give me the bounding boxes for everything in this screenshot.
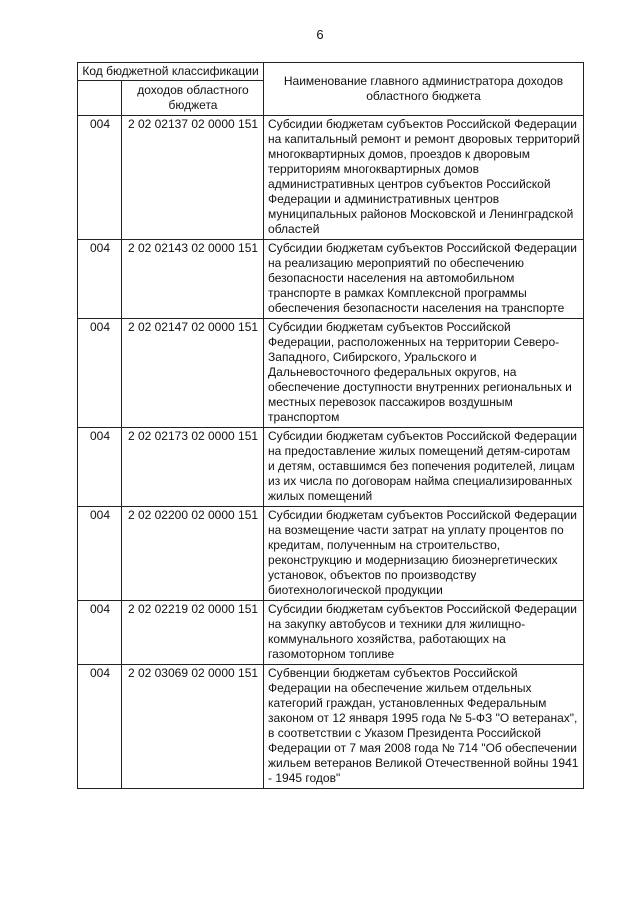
income-code-cell: 2 02 02147 02 0000 151: [122, 319, 264, 428]
income-name-cell: Субсидии бюджетам субъектов Российской Федерации, расположенных на территории Северо-Западного, Сибирского, Уральского и Дальневосточного федеральных округов, на обеспечение доступности внутренних региональных и местных перевозок пассажиров воздушным транспортом: [264, 319, 584, 428]
income-name-cell: Субвенции бюджетам субъектов Российской Федерации на обеспечение жильем отдельных категорий граждан, установленных Федеральным законом от 12 января 1995 года № 5-ФЗ "О ветеранах", в соответствии с Указом Президента Российской Федерации от 7 мая 2008 года № 714 "Об обеспечении жильем ветеранов Великой Отечественной войны 1941 - 1945 годов": [264, 665, 584, 789]
income-name-cell: Субсидии бюджетам субъектов Российской Федерации на возмещение части затрат на уплату процентов по кредитам, полученным на строительство, реконструкцию и модернизацию биоэнергетических установок, объектов по производству биотехнологической продукции: [264, 507, 584, 601]
income-name-cell: Субсидии бюджетам субъектов Российской Федерации на капитальный ремонт и ремонт дворовых территорий многоквартирных домов, проездов к дворовым территориям многоквартирных домов административных центров субъектов Российской Федерации и административных центров муниципальных районов Московской и Ленинградской областей: [264, 116, 584, 240]
admin-code-cell: 004: [78, 428, 122, 507]
income-code-cell: 2 02 02200 02 0000 151: [122, 507, 264, 601]
income-code-cell: 2 02 02137 02 0000 151: [122, 116, 264, 240]
admin-code-cell: 004: [78, 319, 122, 428]
budget-classification-table: [77, 62, 584, 789]
table-row: [78, 240, 584, 319]
income-name-cell: Субсидии бюджетам субъектов Российской Федерации на реализацию мероприятий по обеспечению безопасности населения на автомобильном транспорте в рамках Комплексной программы обеспечения безопасности населения на транспорте: [264, 240, 584, 319]
income-code-cell: 2 02 02143 02 0000 151: [122, 240, 264, 319]
header-classification-code: Код бюджетной классификации: [78, 63, 264, 81]
admin-code-cell: 004: [78, 665, 122, 789]
page-number: 6: [316, 27, 324, 42]
table-row: [78, 428, 584, 507]
header-income-code: доходов областного бюджета: [122, 81, 264, 116]
table-row: [78, 116, 584, 240]
income-code-cell: 2 02 02219 02 0000 151: [122, 601, 264, 665]
admin-code-cell: 004: [78, 240, 122, 319]
table-row: [78, 319, 584, 428]
header-row: [78, 63, 584, 81]
admin-code-cell: 004: [78, 601, 122, 665]
table-row: [78, 665, 584, 789]
income-code-cell: 2 02 02173 02 0000 151: [122, 428, 264, 507]
header-administrator-name: Наименование главного администратора доходов областного бюджета: [264, 63, 584, 116]
table-row: [78, 601, 584, 665]
income-code-cell: 2 02 03069 02 0000 151: [122, 665, 264, 789]
table-body: [78, 63, 584, 789]
income-name-cell: Субсидии бюджетам субъектов Российской Федерации на закупку автобусов и техники для жилищно-коммунального хозяйства, работающих на газомоторном топливе: [264, 601, 584, 665]
admin-code-cell: 004: [78, 116, 122, 240]
table-row: [78, 507, 584, 601]
header-admin-empty: [78, 81, 122, 116]
income-name-cell: Субсидии бюджетам субъектов Российской Федерации на предоставление жилых помещений детям-сиротам и детям, оставшимся без попечения родителей, лицам из их числа по договорам найма специализированных жилых помещений: [264, 428, 584, 507]
admin-code-cell: 004: [78, 507, 122, 601]
